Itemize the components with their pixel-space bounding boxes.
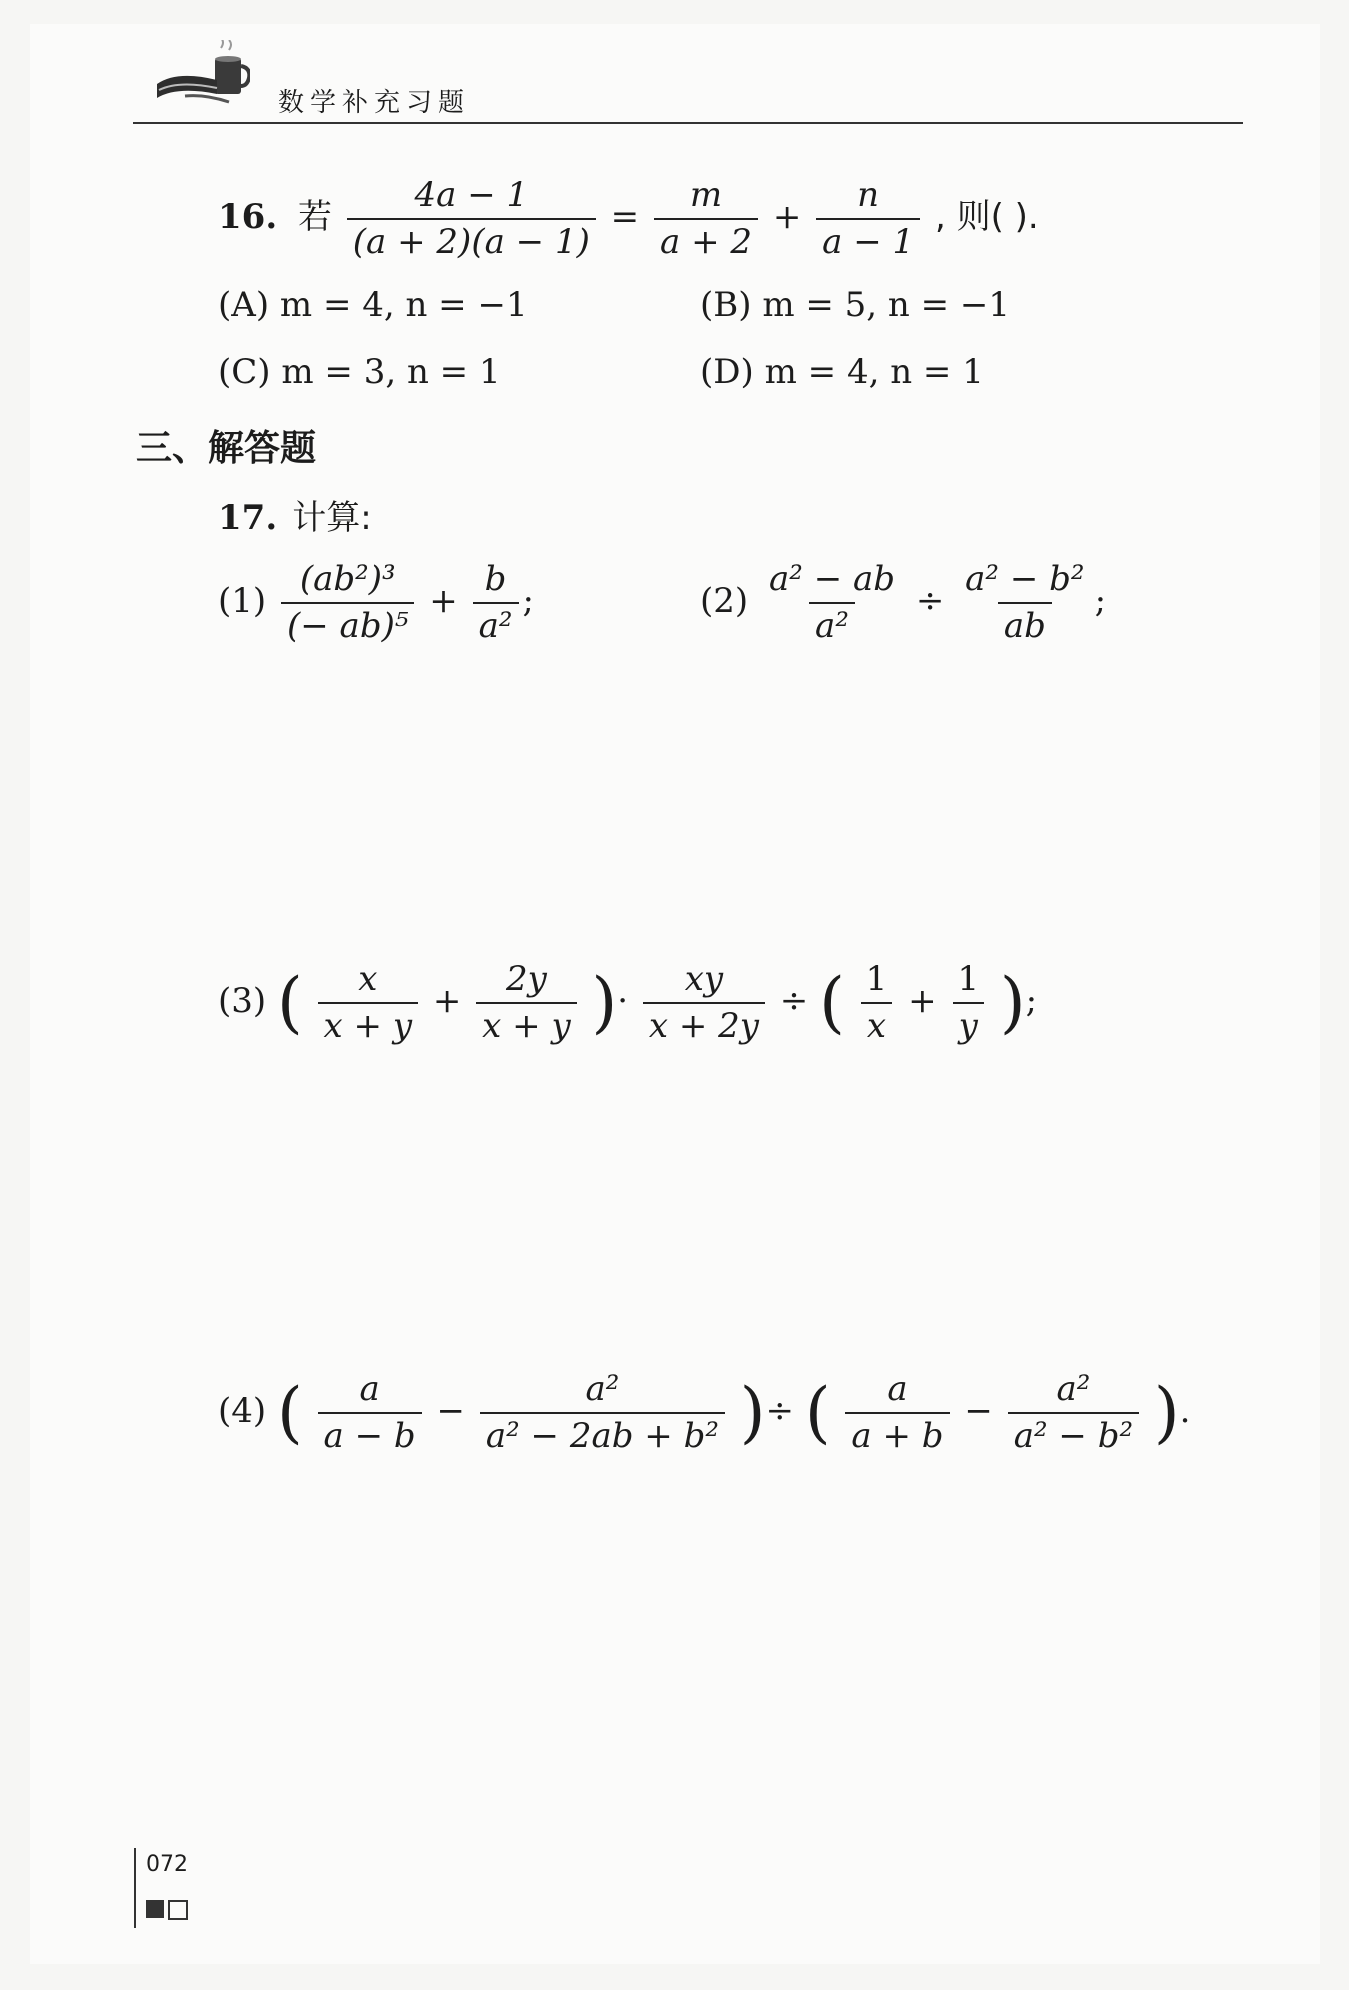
fraction: $\frac{b}{\text{a²}}$ — [473, 560, 519, 646]
option-b: (B) m = 5, n = −1 — [700, 285, 1011, 325]
page-number-block — [128, 1848, 198, 1928]
book-cup-logo-icon — [155, 40, 250, 110]
fraction: $\frac{\text{(ab²)³}}{\text{(− ab)⁵}}$ — [281, 560, 415, 646]
header-divider — [133, 122, 1243, 124]
fraction: $\frac{a}{a - b}$ — [318, 1370, 422, 1456]
fraction: $\frac{n}{a - 1}$ — [816, 176, 920, 262]
problem-label: (4) — [218, 1391, 267, 1432]
problem-1: (1) $\frac{\text{(ab²)³}}{\text{(− ab)⁵}}$ + $\frac{b}{\text{a²}}$ ; — [218, 559, 534, 647]
problem-2: (2) $\frac{\text{a² − ab}}{\text{a²}}$ ÷ $\frac{\text{a² − b²}}{ab}$ ; — [700, 559, 1107, 647]
problem-label: (3) — [218, 981, 267, 1022]
question-instruction: 计算: — [292, 498, 372, 538]
fraction: $\frac{4a - 1}{(a + 2)(a - 1)}$ — [347, 176, 596, 262]
book-title: 数学补充习题 — [278, 88, 471, 118]
fraction: $\frac{xy}{x + 2y}$ — [643, 960, 765, 1046]
fraction: $\frac{2y}{x + y}$ — [476, 960, 577, 1046]
page-number: 072 — [146, 1852, 188, 1877]
filled-square-icon — [146, 1900, 164, 1918]
option-a: (A) m = 4, n = −1 — [218, 285, 528, 325]
page-number-divider — [134, 1848, 136, 1928]
fraction: $\frac{x}{x + y}$ — [318, 960, 419, 1046]
problem-label: (2) — [700, 581, 749, 622]
fraction: $\frac{m}{a + 2}$ — [654, 176, 758, 262]
question-16: 16. 若 $\frac{4a - 1}{(a + 2)(a - 1)}$ = $\frac{m}{a + 2}$ + $\frac{n}{a - 1}$ , 则( ). — [218, 175, 1039, 263]
option-c: (C) m = 3, n = 1 — [218, 352, 501, 392]
question-number: 16. — [218, 197, 278, 238]
section-heading: 三、解答题 — [136, 428, 317, 469]
problem-4: (4) ( $\frac{a}{a - b}$ − $\frac{\text{a²}}{\text{a² − 2ab + b²}}$ )÷ ( $\frac{a}{a + b}$ − $\frac{\text{a²}}{\text{a² − b²}}$ ). — [218, 1369, 1191, 1457]
fraction: $\frac{\text{a² − b²}}{ab}$ — [965, 559, 1085, 647]
page-header — [133, 40, 1243, 125]
answer-blank: , 则( ). — [934, 197, 1039, 238]
question-number: 17. — [218, 498, 278, 538]
problem-label: (1) — [218, 581, 267, 622]
option-d: (D) m = 4, n = 1 — [700, 352, 984, 392]
fraction: $\frac{a}{a + b}$ — [845, 1370, 949, 1456]
fraction: $\frac{1}{x}$ — [860, 960, 894, 1046]
fraction: $\frac{\text{a² − ab}}{\text{a²}}$ — [768, 559, 896, 647]
problem-3: (3) ( $\frac{x}{x + y}$ + $\frac{2y}{x + y}$ )· $\frac{xy}{x + 2y}$ ÷ ( $\frac{1}{x}$ + $\frac{1}{y}$ ); — [218, 959, 1038, 1047]
question-lead: 若 — [297, 197, 332, 238]
empty-square-icon — [168, 1900, 188, 1920]
fraction: $\frac{\text{a²}}{\text{a² − 2ab + b²}}$ — [480, 1370, 725, 1456]
fraction: $\frac{\text{a²}}{\text{a² − b²}}$ — [1008, 1370, 1139, 1456]
fraction: $\frac{1}{y}$ — [951, 960, 985, 1046]
question-17-header — [218, 490, 372, 539]
